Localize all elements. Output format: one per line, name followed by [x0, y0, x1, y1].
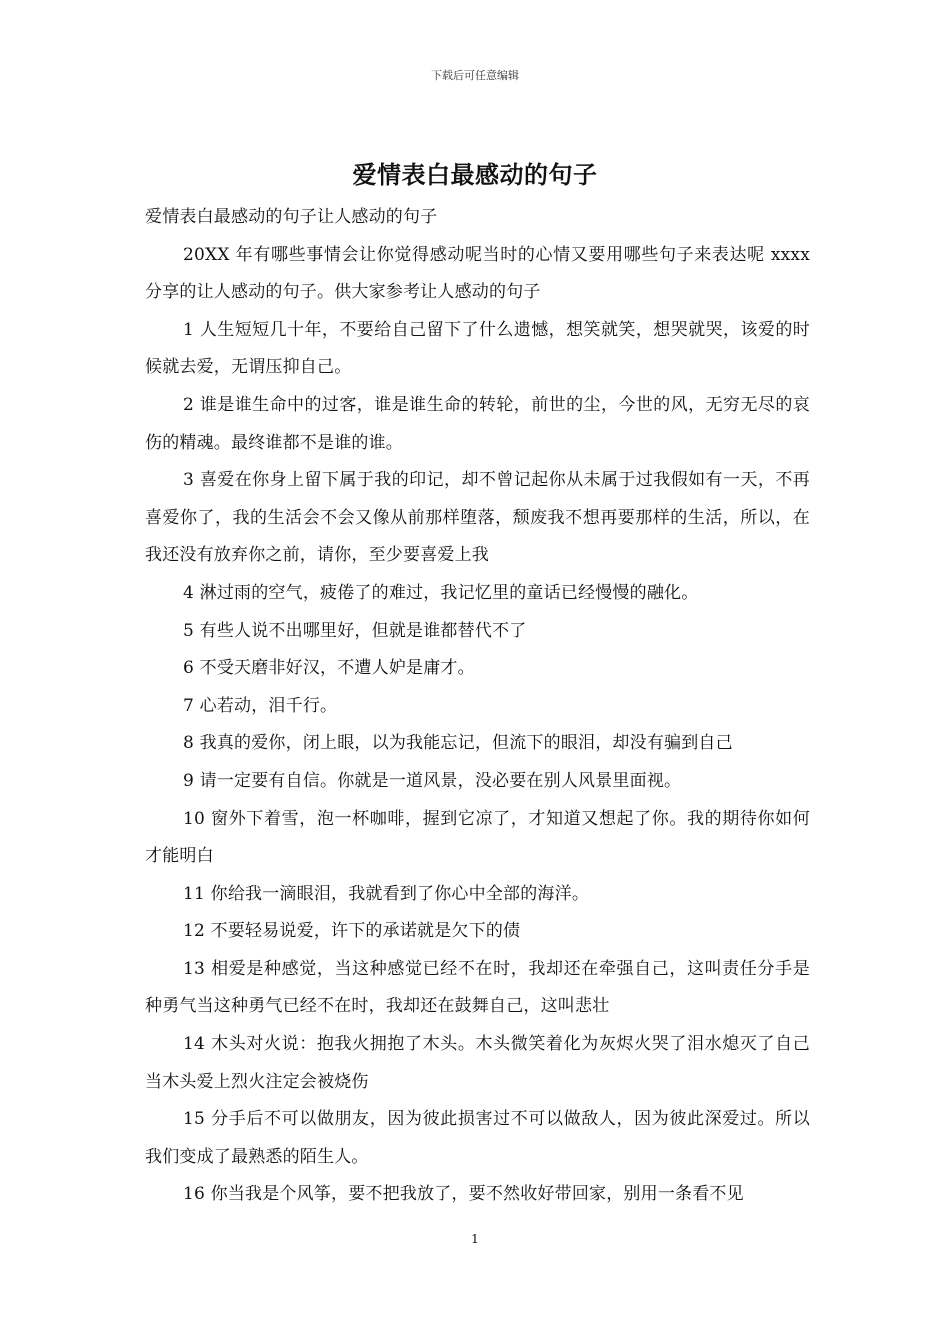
intro-paragraph: 20XX 年有哪些事情会让你觉得感动呢当时的心情又要用哪些句子来表达呢 xxxx 分享的让人感动的句子。供大家参考让人感动的句子: [145, 244, 810, 303]
list-item: 12 不要轻易说爱，许下的承诺就是欠下的债: [183, 921, 521, 942]
list-item: 16 你当我是个风筝，要不把我放了，要不然收好带回家，别用一条看不见: [183, 1184, 744, 1205]
list-item: 9 请一定要有自信。你就是一道风景，没必要在别人风景里面视。: [183, 770, 682, 791]
list-item: 8 我真的爱你，闭上眼，以为我能忘记，但流下的眼泪，却没有骗到自己: [183, 733, 733, 754]
list-item: 6 不受天磨非好汉，不遭人妒是庸才。: [183, 658, 475, 679]
list-item: 3 喜爱在你身上留下属于我的印记，却不曾记起你从未属于过我假如有一天，不再喜爱你了，我的生活会不会又像从前那样堕落，颓废我不想再要那样的生活，所以，在我还没有放弃你之前，请你，至少要喜爱上我: [145, 470, 810, 566]
header-note: 下载后可任意编辑: [431, 69, 519, 82]
list-item: 2 谁是谁生命中的过客，谁是谁生命的转轮，前世的尘，今世的风，无穷无尽的哀伤的精魂。最终谁都不是谁的谁。: [145, 394, 810, 453]
list-item: 5 有些人说不出哪里好，但就是谁都替代不了: [183, 620, 527, 641]
list-item: 15 分手后不可以做朋友，因为彼此损害过不可以做敌人，因为彼此深爱过。所以我们变成了最熟悉的陌生人。: [145, 1109, 810, 1167]
list-item: 10 窗外下着雪，泡一杯咖啡，握到它凉了，才知道又想起了你。我的期待你如何才能明白: [145, 808, 810, 867]
list-item: 7 心若动，泪千行。: [183, 695, 338, 716]
page-number: 1: [471, 1232, 479, 1246]
list-item: 1 人生短短几十年，不要给自己留下了什么遗憾，想笑就笑，想哭就哭，该爱的时候就去爱，无谓压抑自己。: [145, 319, 810, 378]
list-item: 13 相爱是种感觉，当这种感觉已经不在时，我却还在牵强自己，这叫责任分手是种勇气当这种勇气已经不在时，我却还在鼓舞自己，这叫悲壮: [145, 958, 810, 1017]
list-item: 11 你给我一滴眼泪，我就看到了你心中全部的海洋。: [183, 883, 590, 904]
list-item: 4 淋过雨的空气，疲倦了的难过，我记忆里的童话已经慢慢的融化。: [183, 582, 699, 603]
document-title: 爱情表白最感动的句子: [352, 160, 598, 189]
list-item: 14 木头对火说：抱我火拥抱了木头。木头微笑着化为灰烬火哭了泪水熄灭了自己当木头爱上烈火注定会被烧伤: [145, 1034, 810, 1092]
document-subtitle: 爱情表白最感动的句子让人感动的句子: [145, 207, 438, 227]
document-body: [145, 199, 810, 1214]
